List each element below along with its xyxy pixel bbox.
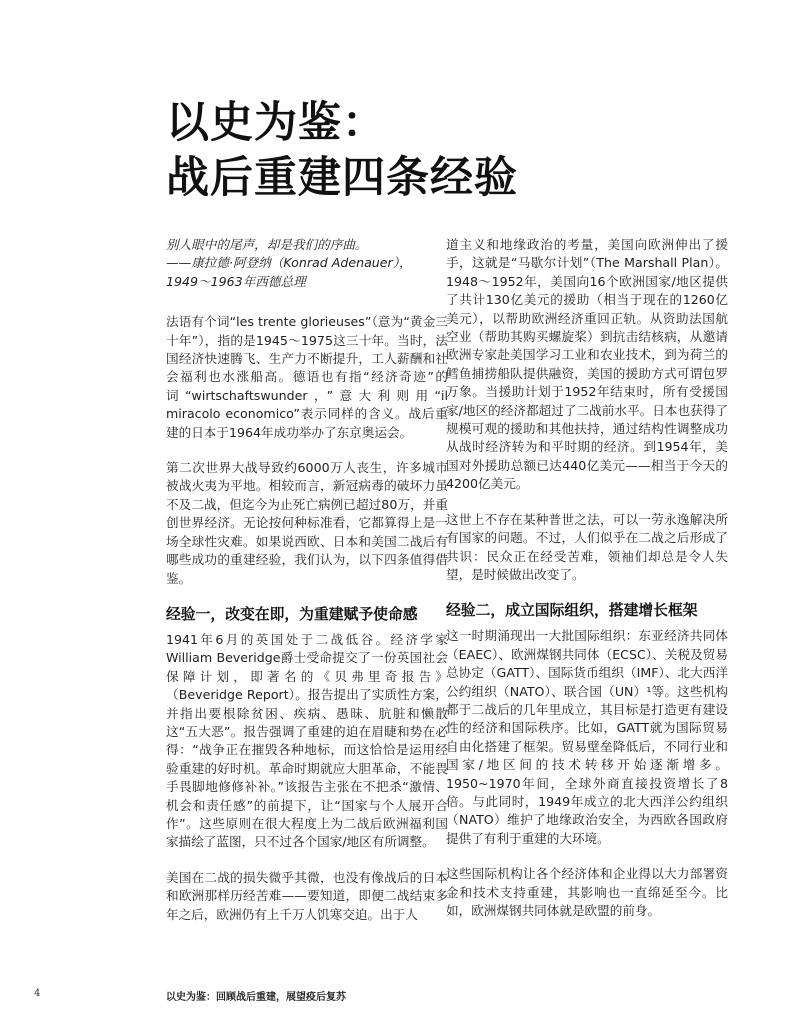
right-column <box>446 236 728 937</box>
paragraph-context: 第二次世界大战导致约6000万人丧生，许多城市被战火夷为平地。相较而言，新冠病毒的破坏力虽不及二战，但迄今为止死亡病例已超过80万，并重创世界经济。无论按何种标准看，它都算得上是一场全球性灾难。如果说西欧、日本和美国二战后有哪些成功的重建经验，我们认为，以下四条值得借鉴。 <box>166 460 448 586</box>
title-line-2: 战后重建四条经验 <box>166 153 518 203</box>
section-heading-lesson-1: 经验一，改变在即，为重建赋予使命感 <box>166 605 418 623</box>
paragraph-lesson-1: 1941年6月的英国处于二战低谷。经济学家William Beveridge爵士受命提交了一份英国社会保障计划，即著名的《贝弗里奇报告》（Beveridge Report）。报告提出了实质性方案，并指出要根除贫困、疾病、愚昧、肮脏和懒散这“五大恶”。报告强调了重建的迫在眉睫和势在必得：“战争正在摧毁各种地标，而这恰恰是运用经验重建的好时机。革命时期就应大胆革命，不能畏手畏脚地修修补补。”该报告主张在不把杀“激情、机会和责任感”的前提下，让“国家与个人展开合作”。这些原则在很大程度上为二战后欧洲福利国家描绘了蓝图，只不过各个国家/地区有所调整。 <box>166 631 448 850</box>
quote-line-1: 别人眼中的尾声，却是我们的序曲。 <box>166 237 368 252</box>
quote-line-3: 1949～1963年西德总理 <box>166 273 306 289</box>
paragraph-marshall-plan: 道主义和地缘政治的考量，美国向欧洲伸出了援手，这就是“马歇尔计划”（The Marshall Plan）。1948～1952年，美国向16个欧洲国家/地区提供了共计130亿美元的援助（相当于现在的1260亿美元），以帮助欧洲经济重回正轨。从资助法国航空业（帮助其购买螺旋桨）到抗击结核病，从邀请欧洲专家赴美国学习工业和农业技术，到为荷兰的鳕鱼捕捞船队提供融资，美国的援助方式可谓包罗万象。当援助计划于1952年结束时，所有受援国家/地区的经济都超过了二战前水平。日本也获得了规模可观的援助和其他扶持，通过结构性调整成功从战时经济转为和平时期的经济。到1954年，美国对外援助总额已达440亿美元——相当于今天的4200亿美元。 <box>446 237 728 492</box>
epigraph-quote <box>166 236 448 291</box>
page-number: 4 <box>34 988 41 999</box>
section-heading-lesson-2: 经验二，成立国际组织，搭建增长框架 <box>446 602 698 620</box>
title-line-1: 以史为鉴： <box>166 98 386 148</box>
paragraph-intro: 法语有个词“les trente glorieuses”（意为“黄金三十年”），指的是1945～1975这三十年。当时，法国经济快速腾飞、生产力不断提升，工人薪酬和社会福利也水涨船高。德语也有指“经济奇迹”的词“wirtschaftswunder，”意大利则用“il miracolo economico”表示同样的含义。战后重建的日本于1964年成功举办了东京奥运会。 <box>166 314 448 440</box>
page-title <box>166 96 726 206</box>
left-column <box>166 236 448 941</box>
paragraph-us-postwar: 美国在二战的损失微乎其微，也没有像战后的日本和欧洲那样历经苦难——要知道，即便二战结束多年之后，欧洲仍有上千万人饥寒交迫。出于人 <box>166 869 448 922</box>
running-footer: 以史为鉴：回顾战后重建，展望疫后复苏 <box>166 992 346 1003</box>
paragraph-institutions: 这些国际机构让各个经济体和企业得以大力部署资金和技术支持重建，其影响也一直绵延至今。比如，欧洲煤钢共同体就是欧盟的前身。 <box>446 866 728 918</box>
quote-line-2: ——康拉德·阿登纳（Konrad Adenauer）， <box>166 255 412 271</box>
paragraph-lesson-2: 这一时期涌现出一大批国际组织：东亚经济共同体（EAEC）、欧洲煤钢共同体（ECSC）、关税及贸易总协定（GATT）、国际货币组织（IMF）、北大西洋公约组织（NATO）、联合国（UN）¹等。这些机构都于二战后的几年里成立，其目标是打造更有建设性的经济和国际秩序。比如，GATT就为国际贸易自由化搭建了框架。贸易壁垒降低后，不同行业和国家/地区间的技术转移开始逐渐增多。1950~1970年间，全球外商直接投资增长了8倍。与此同时，1949年成立的北大西洋公约组织（NATO）维护了地缘政治安全，为西欧各国政府提供了有利于重建的大环境。 <box>446 628 728 846</box>
paragraph-consensus: 这世上不存在某种普世之法，可以一劳永逸解决所有国家的问题。不过，人们似乎在二战之后形成了共识：民众正在经受苦难，领袖们却总是令人失望，是时候做出改变了。 <box>446 511 728 582</box>
